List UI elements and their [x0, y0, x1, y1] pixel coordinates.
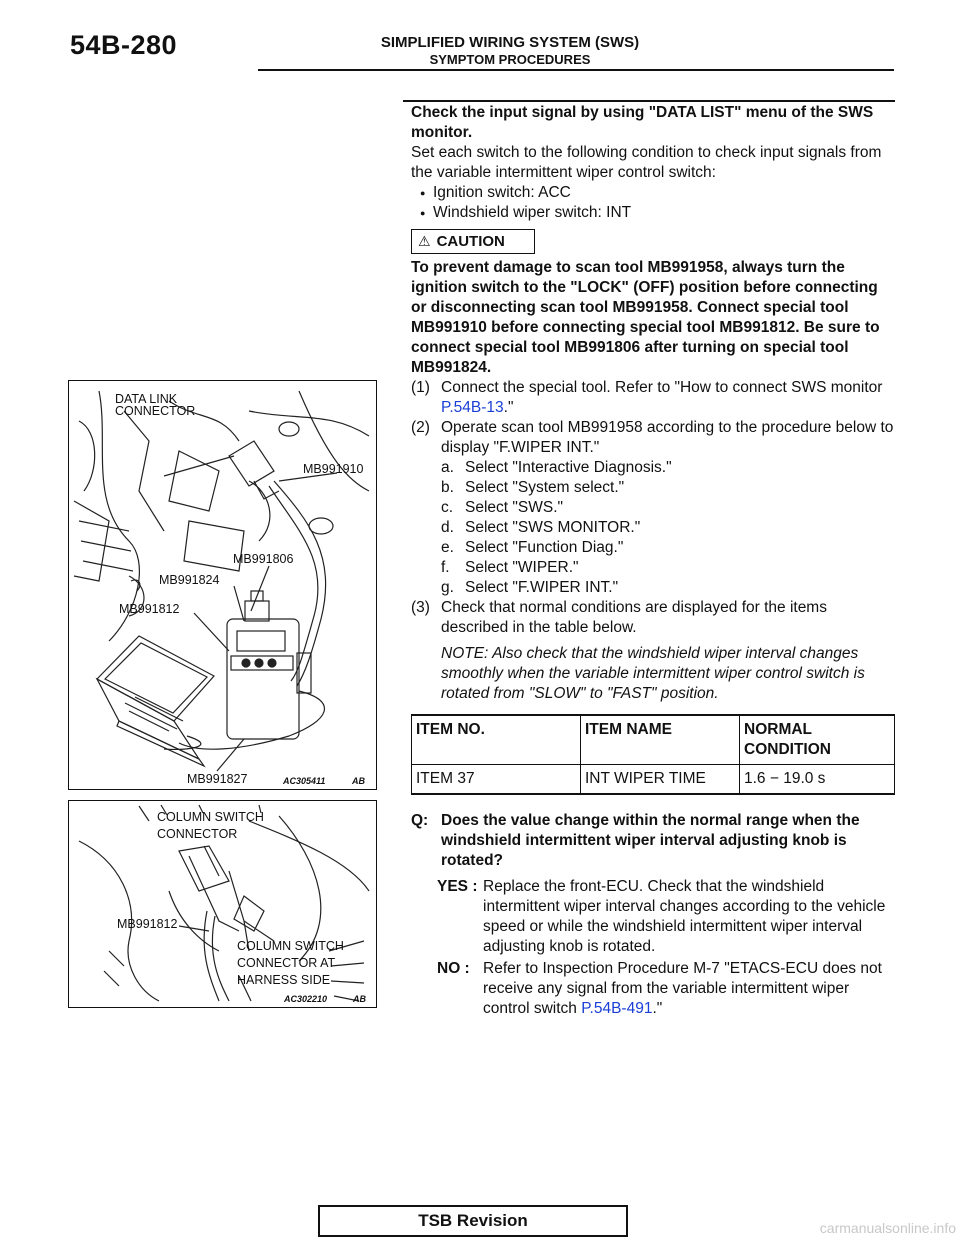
column-switch-illustration — [69, 801, 376, 1007]
substep-item — [411, 478, 897, 498]
table-cell: ITEM 37 — [412, 765, 581, 795]
substep-letter: g. — [441, 579, 454, 596]
no-label: NO : — [437, 960, 470, 977]
section-subtitle: SYMPTOM PROCEDURES — [429, 52, 591, 67]
figure-code: AC305411 — [283, 776, 326, 786]
answer-yes — [411, 877, 897, 957]
yes-label: YES : — [437, 878, 478, 895]
substep-letter: f. — [441, 559, 450, 576]
caution-box — [411, 229, 535, 254]
substep-text: Select "Function Diag." — [465, 539, 624, 556]
scan-tool-illustration — [69, 381, 376, 789]
page-link[interactable]: P.54B-491 — [581, 1000, 653, 1017]
step-item — [411, 418, 897, 458]
procedure-text — [411, 103, 897, 1019]
question — [411, 811, 897, 871]
figure-label: COLUMN SWITCH — [157, 810, 264, 824]
figure-label: COLUMN SWITCH — [237, 939, 344, 953]
step-item — [411, 378, 897, 418]
figure-label: MB991812 — [119, 602, 180, 616]
table-header-cell: ITEM NAME — [581, 715, 740, 765]
substep-text: Select "SWS MONITOR." — [465, 519, 641, 536]
caution-text: To prevent damage to scan tool MB991958, always turn the ignition switch to the "LOCK" (OFF) position before connecting or disconnecting scan tool MB991958. Connect special tool MB991910 before connecting special tool MB991812. Be sure to connect special tool MB991806 after turning on special tool MB991824. — [411, 259, 880, 376]
bullet-item: ● Windshield wiper switch: INT — [411, 203, 897, 223]
figure-code-suffix: AB — [352, 776, 365, 786]
figure-label: MB991827 — [187, 772, 248, 786]
table-header-row — [412, 715, 895, 765]
figure-label: MB991812 — [117, 917, 178, 931]
figure-label: MB991910 — [303, 462, 364, 476]
answer-no — [411, 959, 897, 1019]
header-rule — [258, 69, 894, 71]
normal-condition-table — [411, 714, 895, 795]
substep-text: Select "SWS." — [465, 499, 564, 516]
step-number: (1) — [411, 379, 430, 396]
substep-letter: d. — [441, 519, 454, 536]
substep-text: Select "F.WIPER INT." — [465, 579, 619, 596]
yes-text: Replace the front-ECU. Check that the windshield intermittent wiper interval changes according to the vehicle speed or while the windshield intermittent wiper interval adjusting knob is rotated. — [483, 878, 886, 955]
figure-column-switch-connector — [68, 800, 377, 1008]
substep-letter: a. — [441, 459, 454, 476]
substep-text: Select "System select." — [465, 479, 625, 496]
question-label: Q: — [411, 812, 429, 829]
step-number: (3) — [411, 599, 430, 616]
no-tail: ." — [652, 1000, 663, 1017]
substep-letter: c. — [441, 499, 454, 516]
figure-label: CONNECTOR AT — [237, 956, 336, 970]
substep-item — [411, 498, 897, 518]
table-cell: INT WIPER TIME — [581, 765, 740, 795]
table-header-cell: ITEM NO. — [412, 715, 581, 765]
figure-label: HARNESS SIDE — [237, 973, 331, 987]
no-text: Refer to Inspection Procedure M-7 "ETACS-ECU does not receive any signal from the variable intermittent wiper control switch — [483, 960, 882, 1017]
substep-text: Select "Interactive Diagnosis." — [465, 459, 672, 476]
tsb-revision-footer: TSB Revision — [318, 1205, 628, 1237]
page-number: 54B-280 — [70, 30, 178, 60]
table-header-cell: NORMAL CONDITION — [740, 715, 895, 765]
table-row — [412, 765, 895, 795]
figure-label: CONNECTOR — [115, 404, 196, 418]
page-link[interactable]: P.54B-13 — [441, 399, 504, 416]
question-text: Does the value change within the normal range when the windshield intermittent wiper interval adjusting knob is rotated? — [441, 812, 860, 869]
figure-label: MB991806 — [233, 552, 294, 566]
substep-item — [411, 578, 897, 598]
figure-scan-tool-connection — [68, 380, 377, 790]
figure-label: DATA LINK — [115, 392, 178, 406]
figure-code: AC302210 — [284, 994, 328, 1004]
substep-letter: b. — [441, 479, 454, 496]
figure-label: MB991824 — [159, 573, 220, 587]
section-title: SIMPLIFIED WIRING SYSTEM (SWS) — [380, 34, 640, 51]
step-number: (2) — [411, 419, 430, 436]
substep-item — [411, 458, 897, 478]
substep-text: Select "WIPER." — [465, 559, 579, 576]
substep-item — [411, 558, 897, 578]
column-top-rule — [403, 100, 895, 102]
watermark: carmanualsonline.info — [819, 1220, 956, 1236]
intro-heading: Check the input signal by using "DATA LIST" menu of the SWS monitor. — [411, 104, 874, 141]
caution-label: CAUTION — [436, 233, 505, 250]
figure-label: CONNECTOR — [157, 827, 238, 841]
step-text: Connect the special tool. Refer to "How to connect SWS monitor — [441, 379, 883, 396]
substep-item — [411, 538, 897, 558]
substep-letter: e. — [441, 539, 454, 556]
note-text: NOTE: Also check that the windshield wiper interval changes smoothly when the variable intermittent wiper control switch is rotated from "SLOW" to "FAST" position. — [441, 645, 865, 702]
substep-item — [411, 518, 897, 538]
bullet-item: ● Ignition switch: ACC — [411, 183, 897, 203]
figure-code-suffix: AB — [353, 994, 366, 1004]
step-item — [411, 598, 897, 638]
step-text: Operate scan tool MB991958 according to the procedure below to display "F.WIPER INT." — [441, 419, 894, 456]
step-tail: ." — [503, 399, 514, 416]
step-text: Check that normal conditions are displayed for the items described in the table below. — [441, 599, 827, 636]
warning-triangle-icon: ⚠ — [418, 233, 431, 249]
intro-text: Set each switch to the following condition to check input signals from the variable intermittent wiper control switch: — [411, 144, 882, 181]
table-cell: 1.6 − 19.0 s — [740, 765, 895, 795]
